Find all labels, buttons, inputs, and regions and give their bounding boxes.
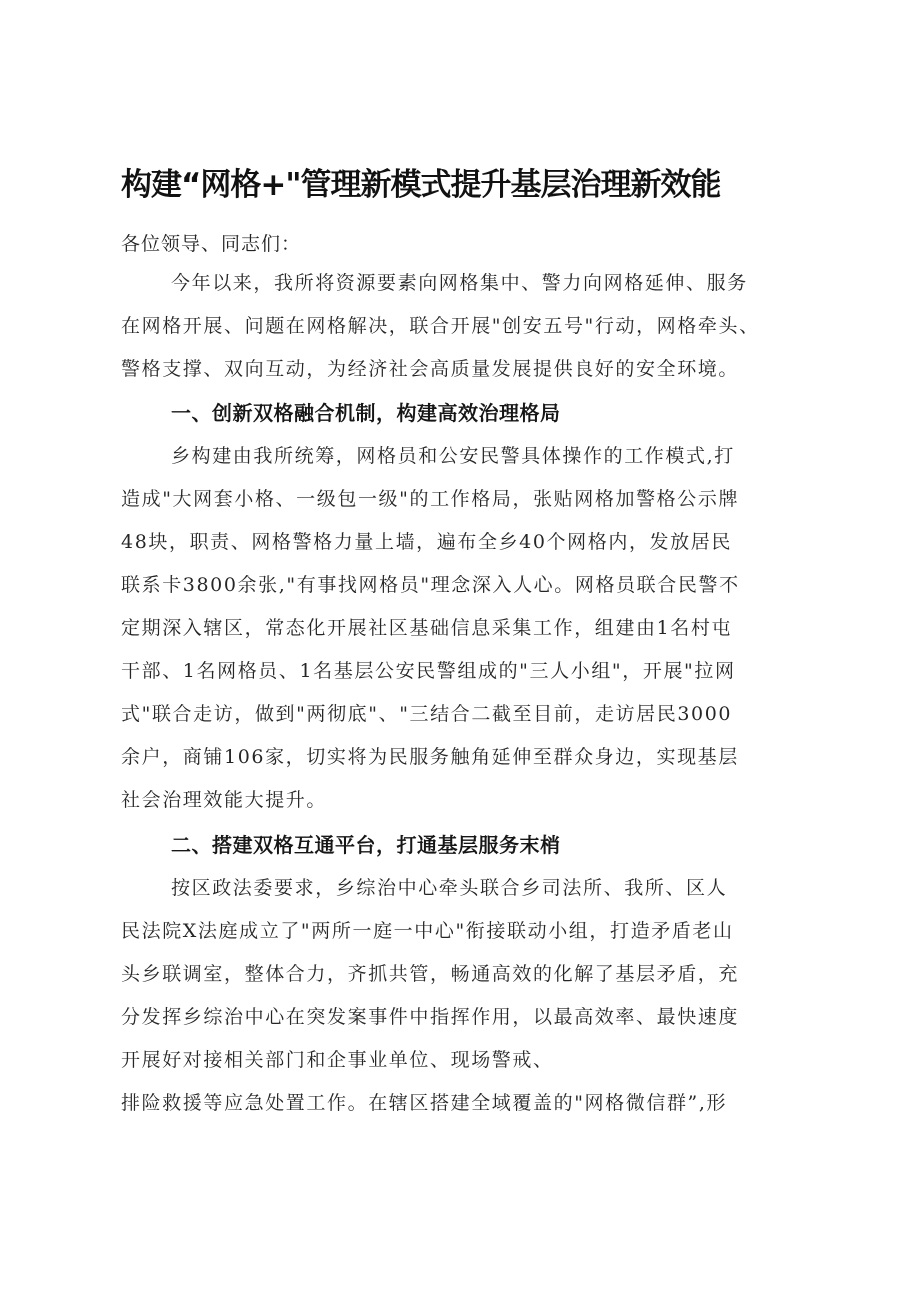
intro-line: 今年以来，我所将资源要素向网格集中、警力向网格延伸、服务	[171, 272, 748, 294]
section2-line: 开展好对接相关部门和企事业单位、现场警戒、	[121, 1049, 554, 1071]
section1-line: 干部、1名网格员、1名基层公安民警组成的"三人小组"，开展"拉网	[121, 660, 736, 682]
section2-line: 按区政法委要求，乡综治中心牵头联合乡司法所、我所、区人	[171, 877, 728, 899]
section1-line: 联系卡3800余张,"有事找网格员"理念深入人心。网格员联合民警不	[121, 574, 740, 596]
section-heading-2: 二、搭建双格互通平台，打通基层服务末梢	[171, 833, 561, 857]
greeting: 各位领导、同志们：	[121, 233, 302, 255]
section1-line: 定期深入辖区，常态化开展社区基础信息采集工作，组建由1名村屯	[121, 617, 733, 639]
section2-line: 头乡联调室，整体合力，齐抓共管，畅通高效的化解了基层矛盾，充	[121, 963, 740, 985]
section1-line: 乡构建由我所统筹，网格员和公安民警具体操作的工作模式,打	[171, 445, 735, 467]
section2-line: 民法院X法庭成立了"两所一庭一中心"衔接联动小组，打造矛盾老山	[121, 920, 734, 942]
section1-line: 式"联合走访，做到"两彻底"、"三结合二截至目前，走访居民3000	[121, 703, 733, 725]
intro-line: 警格支撑、双向互动，为经济社会高质量发展提供良好的安全环境。	[121, 358, 740, 380]
section-heading-1: 一、创新双格融合机制，构建高效治理格局	[171, 401, 561, 425]
section1-line: 造成"大网套小格、一级包一级"的工作格局，张贴网格加警格公示牌	[121, 488, 740, 510]
section2-line: 排险救援等应急处置工作。在辖区搭建全域覆盖的"网格微信群”,形	[121, 1092, 728, 1114]
section1-line: 48块，职责、网格警格力量上墙，遍布全乡40个网格内，发放居民	[121, 531, 732, 553]
document-title: 构建“网格+"管理新模式提升基层治理新效能	[121, 167, 721, 203]
section1-line: 社会治理效能大提升。	[121, 789, 328, 811]
section1-line: 余户，商铺106家，切实将为民服务触角延伸至群众身边，实现基层	[121, 746, 739, 768]
intro-line: 在网格开展、问题在网格解决，联合开展"创安五号"行动，网格牵头、	[121, 315, 760, 337]
section2-line: 分发挥乡综治中心在突发案事件中指挥作用，以最高效率、最快速度	[121, 1006, 740, 1028]
